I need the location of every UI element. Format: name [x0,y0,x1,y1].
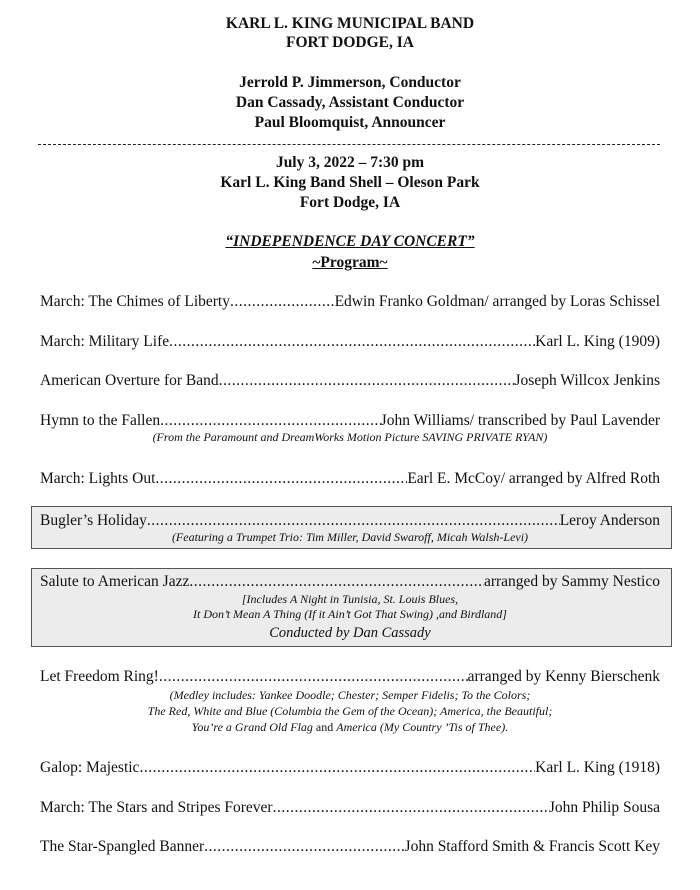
dot-leader [189,572,484,591]
piece-note-line: (Medley includes: Yankee Doodle; Chester; Semper Fidelis; To the Colors; [169,688,531,702]
piece-title: Galop: Majestic [40,759,140,776]
dot-leader [273,798,549,817]
piece-credit: Karl L. King (1909) [535,333,660,350]
piece-note: (From the Paramount and DreamWorks Motion Picture SAVING PRIVATE RYAN) [152,430,548,444]
band-city: FORT DODGE, IA [286,34,414,51]
piece-title: Bugler’s Holiday [40,512,147,529]
program-item [40,332,660,351]
dot-leader [160,411,381,430]
note-song-b: America (My Country ’Tis of Thee). [336,720,509,734]
piece-title: The Star-Spangled Banner [40,838,205,855]
piece-credit: Earl E. McCoy/ arranged by Alfred Roth [407,470,660,487]
dashed-divider [38,144,660,145]
program-item [40,469,660,488]
piece-credit: Karl L. King (1918) [535,759,660,776]
piece-note-line: [Includes A Night in Tunisia, St. Louis Blues, [241,592,459,606]
program-item [40,511,660,530]
event-venue: Karl L. King Band Shell – Oleson Park [220,174,480,191]
piece-title: Salute to American Jazz [40,573,190,590]
event-city: Fort Dodge, IA [299,194,401,211]
note-and: and [312,720,337,734]
piece-title: March: Military Life [40,333,170,350]
assistant-conductor-line: Dan Cassady, Assistant Conductor [235,94,465,111]
conducted-by-note: Conducted by Dan Cassady [269,625,431,641]
piece-title: Hymn to the Fallen [40,412,161,429]
dot-leader [155,469,407,488]
dot-leader [139,758,535,777]
dot-leader [230,292,335,311]
program-item [40,837,660,856]
piece-title: March: Lights Out [40,470,156,487]
dot-leader [204,837,404,856]
program-item [40,667,660,686]
conductor-line: Jerrold P. Jimmerson, Conductor [239,74,461,91]
piece-note-line: The Red, White and Blue (Columbia the Gem of the Ocean); America, the Beautiful; [147,704,553,718]
piece-note-line: It Don’t Mean A Thing (If it Ain’t Got That Swing) ,and Birdland] [193,607,507,621]
program-item [40,572,660,591]
piece-title: American Overture for Band [40,372,219,389]
dot-leader [219,371,515,390]
piece-credit: Edwin Franko Goldman/ arranged by Loras Schissel [334,293,660,310]
piece-title: Let Freedom Ring! [40,668,159,685]
piece-note: (Featuring a Trumpet Trio: Tim Miller, David Swaroff, Micah Walsh-Levi) [171,530,529,544]
program-item [40,798,660,817]
announcer-line: Paul Bloomquist, Announcer [254,114,446,131]
piece-title: March: The Stars and Stripes Forever [40,799,273,816]
note-song-a: You’re a Grand Old Flag [191,720,313,734]
piece-title: March: The Chimes of Liberty [40,293,230,310]
dot-leader [159,667,468,686]
event-date-time: July 3, 2022 – 7:30 pm [275,154,425,171]
dot-leader [147,511,560,530]
piece-credit: Leroy Anderson [559,512,660,529]
piece-credit: John Stafford Smith & Francis Scott Key [404,838,660,855]
piece-credit: Joseph Willcox Jenkins [514,372,660,389]
piece-credit: John Williams/ transcribed by Paul Lavender [380,412,660,429]
program-item [40,292,660,311]
piece-credit: arranged by Kenny Bierschenk [467,668,660,685]
program-item [40,371,660,390]
concert-title: “INDEPENDENCE DAY CONCERT” [225,233,475,250]
band-name: KARL L. KING MUNICIPAL BAND [225,15,475,32]
piece-note-line [30,720,670,736]
piece-credit: arranged by Sammy Nestico [483,573,660,590]
dot-leader [169,332,535,351]
program-item [40,411,660,430]
piece-credit: John Philip Sousa [548,799,660,816]
program-item [40,758,660,777]
program-label: ~Program~ [312,254,388,271]
